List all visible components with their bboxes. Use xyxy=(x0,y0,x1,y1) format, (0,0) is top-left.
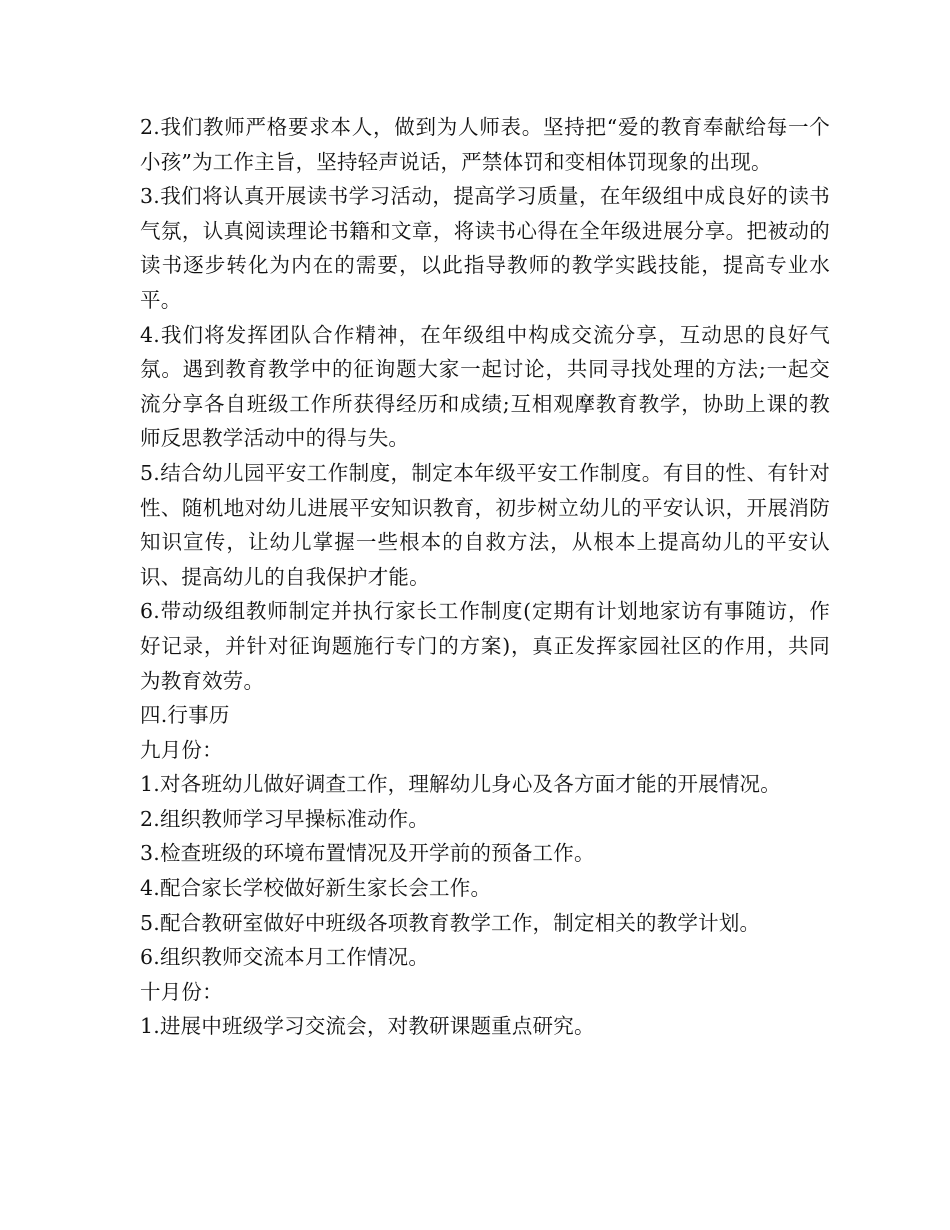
month-heading-october: 十月份： xyxy=(140,979,223,1004)
list-item: 1.进展中班级学习交流会，对教研课题重点研究。 xyxy=(140,1014,595,1039)
list-item: 3.检查班级的环境布置情况及开学前的预备工作。 xyxy=(140,841,595,866)
list-item: 4.配合家长学校做好新生家长会工作。 xyxy=(140,876,492,901)
paragraph-5: 5.结合幼儿园平安工作制度，制定本年级平安工作制度。有目的性、有针对性、随机地对幼儿进展平安知识教育，初步树立幼儿的平安认识，开展消防知识宣传，让幼儿掌握一些根本的自救方法，从根本上提高幼儿的平安认识、提高幼儿的自我保护才能。 xyxy=(140,460,830,589)
paragraph-6: 6.带动级组教师制定并执行家长工作制度(定期有计划地家访有事随访，作好记录，并针对征询题施行专门的方案)，真正发挥家园社区的作用，共同为教育效劳。 xyxy=(140,599,830,693)
month-heading-september: 九月份： xyxy=(140,737,223,762)
section-heading-calendar: 四.行事历 xyxy=(140,703,230,728)
paragraph-4: 4.我们将发挥团队合作精神，在年级组中构成交流分享，互动思的良好气氛。遇到教育教学中的征询题大家一起讨论，共同寻找处理的方法;一起交流分享各自班级工作所获得经历和成绩;互相观摩教育教学，协助上课的教师反思教学活动中的得与失。 xyxy=(140,322,830,451)
document-body xyxy=(140,110,830,1044)
list-item: 6.组织教师交流本月工作情况。 xyxy=(140,945,430,970)
paragraph-3: 3.我们将认真开展读书学习活动，提高学习质量，在年级组中成良好的读书气氛，认真阅读理论书籍和文章，将读书心得在全年级进展分享。把被动的读书逐步转化为内在的需要，以此指导教师的教学实践技能，提高专业水平。 xyxy=(140,184,830,312)
paragraph-2: 2.我们教师严格要求本人，做到为人师表。坚持把“爱的教育奉献给每一个小孩”为工作主旨，坚持轻声说话，严禁体罚和变相体罚现象的出现。 xyxy=(140,115,830,174)
list-item: 1.对各班幼儿做好调查工作，理解幼儿身心及各方面才能的开展情况。 xyxy=(140,772,781,797)
list-item: 2.组织教师学习早操标准动作。 xyxy=(140,806,430,831)
list-item: 5.配合教研室做好中班级各项教育教学工作，制定相关的教学计划。 xyxy=(140,910,761,935)
